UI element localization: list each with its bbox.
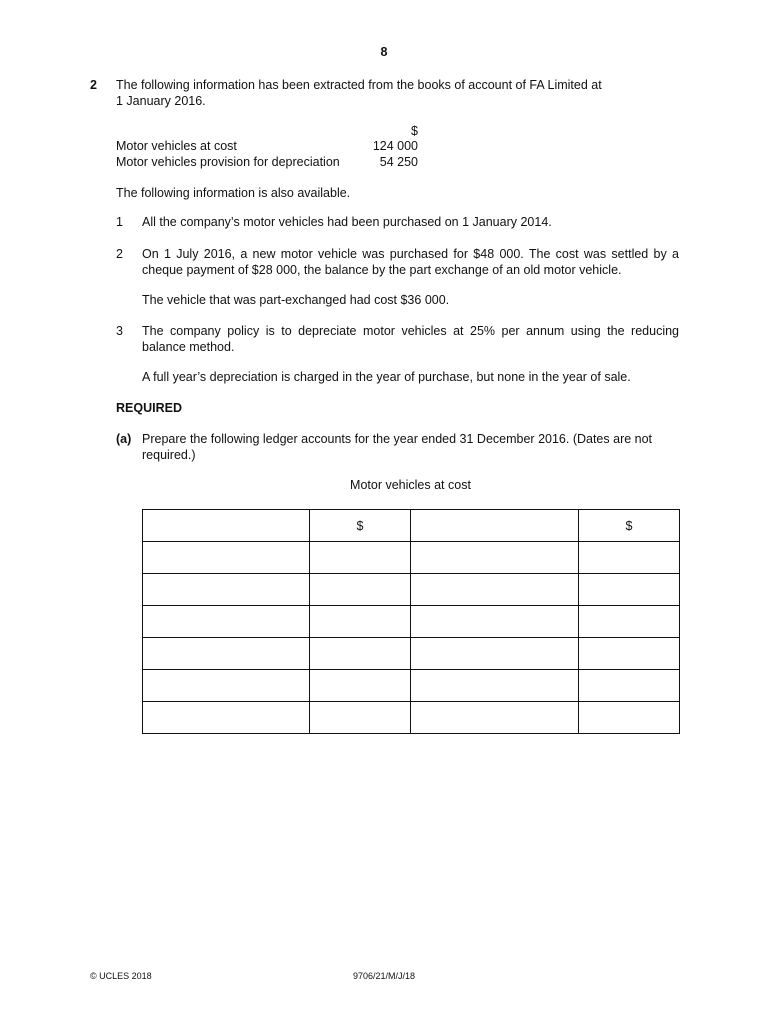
ledger-row	[143, 670, 680, 702]
item-text-3-note: A full year’s depreciation is charged in the year of purchase, but none in the year of sale.	[142, 370, 631, 384]
ledger-cell[interactable]	[579, 638, 680, 670]
balance-value-provision: 54 250	[379, 155, 418, 169]
ledger-cell[interactable]	[411, 574, 579, 606]
ledger-cell[interactable]	[143, 638, 310, 670]
ledger-header-row	[143, 510, 680, 542]
ledger-row	[143, 542, 680, 574]
ledger-cell[interactable]	[143, 670, 310, 702]
item-number-1: 1	[116, 215, 123, 229]
ledger-credit-details-header	[411, 510, 579, 542]
ledger-cell[interactable]	[310, 670, 411, 702]
ledger-row	[143, 574, 680, 606]
ledger-cell[interactable]	[411, 638, 579, 670]
ledger-credit-amount-header: $	[579, 510, 680, 542]
part-a-text: Prepare the following ledger accounts for the year ended 31 December 2016. (Dates are not required.)	[142, 432, 653, 462]
question-intro-line2: 1 January 2016.	[116, 94, 206, 108]
question-intro-line1: The following information has been extracted from the books of account of FA Limited at	[116, 78, 602, 92]
ledger-cell[interactable]	[310, 702, 411, 734]
ledger-cell[interactable]	[411, 702, 579, 734]
item-text-1: All the company’s motor vehicles had been purchased on 1 January 2014.	[142, 215, 552, 229]
ledger-debit-amount-header: $	[310, 510, 411, 542]
ledger-debit-details-header	[143, 510, 310, 542]
ledger-cell[interactable]	[411, 606, 579, 638]
question-number: 2	[90, 78, 97, 92]
ledger-cell[interactable]	[579, 670, 680, 702]
ledger-cell[interactable]	[310, 574, 411, 606]
footer-copyright: © UCLES 2018	[90, 971, 152, 981]
ledger-cell[interactable]	[411, 542, 579, 574]
balance-value-cost: 124 000	[372, 139, 418, 153]
part-a-label: (a)	[116, 432, 132, 446]
ledger-account-title: Motor vehicles at cost	[350, 478, 471, 492]
page-number: 8	[380, 45, 388, 59]
balance-label-provision: Motor vehicles provision for depreciation	[116, 155, 340, 169]
ledger-cell[interactable]	[143, 542, 310, 574]
ledger-cell[interactable]	[310, 542, 411, 574]
footer-paper-code: 9706/21/M/J/18	[352, 971, 416, 981]
ledger-cell[interactable]	[310, 638, 411, 670]
balance-label-cost: Motor vehicles at cost	[116, 139, 237, 153]
ledger-cell[interactable]	[143, 606, 310, 638]
required-heading: REQUIRED	[116, 401, 182, 415]
ledger-cell[interactable]	[579, 606, 680, 638]
item-text-2-note: The vehicle that was part-exchanged had cost $36 000.	[142, 293, 450, 307]
ledger-cell[interactable]	[310, 606, 411, 638]
ledger-cell[interactable]	[143, 702, 310, 734]
item-number-3: 3	[116, 324, 123, 338]
ledger-cell[interactable]	[143, 574, 310, 606]
ledger-cell[interactable]	[411, 670, 579, 702]
item-text-3: The company policy is to depreciate motor vehicles at 25% per annum using the reducing balance method.	[142, 324, 679, 354]
ledger-cell[interactable]	[579, 542, 680, 574]
also-available-text: The following information is also available.	[116, 186, 351, 200]
item-number-2: 2	[116, 247, 123, 261]
ledger-row	[143, 606, 680, 638]
ledger-row	[143, 638, 680, 670]
ledger-cell[interactable]	[579, 574, 680, 606]
item-text-2: On 1 July 2016, a new motor vehicle was purchased for $48 000. The cost was settled by a cheque payment of $28 000, the balance by the part exchange of an old motor vehicle.	[142, 247, 679, 277]
balances-currency-header: $	[411, 124, 418, 138]
ledger-table	[142, 509, 680, 734]
ledger-row	[143, 702, 680, 734]
ledger-cell[interactable]	[579, 702, 680, 734]
